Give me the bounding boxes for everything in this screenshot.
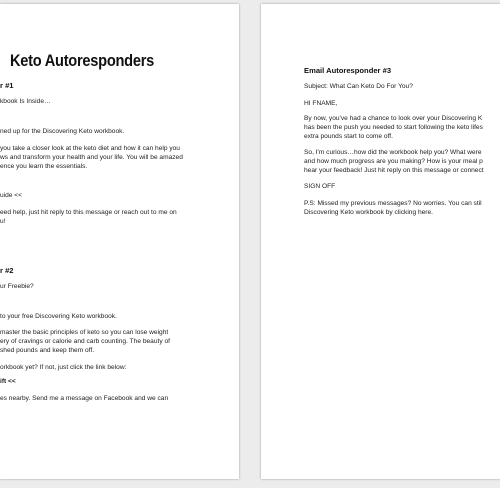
paragraph-line: u! (0, 218, 6, 225)
sign-off: SIGN OFF (304, 183, 336, 190)
paragraph-line: So, I'm curious…how did the workbook help you? What were (304, 149, 482, 156)
email-greeting: HI FNAME, (304, 100, 338, 107)
paragraph-line: you take a closer look at the keto diet and how it can help you (0, 145, 180, 152)
document-page-left (0, 4, 239, 479)
download-guide-link[interactable]: uide << (0, 192, 22, 199)
paragraph-line: ence you learn the essentials. (0, 163, 88, 170)
gift-link[interactable]: ift << (0, 378, 16, 385)
paragraph-line: to your free Discovering Keto workbook. (0, 313, 117, 320)
paragraph-line: master the basic principles of keto so you can lose weight (0, 329, 169, 336)
paragraph-line: hear your feedback! Just hit reply on this message or connect (304, 167, 484, 174)
paragraph-line: has been the push you needed to start following the keto lifes (304, 124, 483, 131)
paragraph-line: By now, you've had a chance to look over your Discovering K (304, 115, 483, 122)
paragraph-line: eed help, just hit reply to this message or reach out to me on (0, 209, 177, 216)
paragraph-line: ws and transform your health and your life. You will be amazed (0, 154, 183, 161)
section-heading-autoresponder-2: r #2 (0, 266, 14, 275)
paragraph-line: ur Freebie? (0, 283, 34, 290)
email-subject: Subject: What Can Keto Do For You? (304, 83, 413, 90)
paragraph-line: shed pounds and keep them off. (0, 347, 95, 354)
section-heading-autoresponder-1: r #1 (0, 81, 14, 90)
section-heading-autoresponder-3: Email Autoresponder #3 (304, 66, 392, 75)
paragraph-line: and how much progress are you making? How is your meal p (304, 158, 483, 165)
paragraph-line: es nearby. Send me a message on Facebook and we can (0, 395, 169, 402)
paragraph-line: ery of cravings or calorie and carb counting. The beauty of (0, 338, 170, 345)
paragraph-line: orkbook yet? If not, just click the link below: (0, 364, 127, 371)
paragraph-line: kbook Is Inside… (0, 98, 51, 105)
document-page-right (261, 4, 500, 479)
postscript-line: Discovering Keto workbook by clicking here. (304, 209, 434, 216)
page-title: Keto Autoresponders (10, 51, 155, 70)
postscript-line: P.S: Missed my previous messages? No worries. You can stil (304, 200, 482, 207)
paragraph-line: ned up for the Discovering Keto workbook. (0, 128, 125, 135)
paragraph-line: extra pounds start to come off. (304, 133, 393, 140)
